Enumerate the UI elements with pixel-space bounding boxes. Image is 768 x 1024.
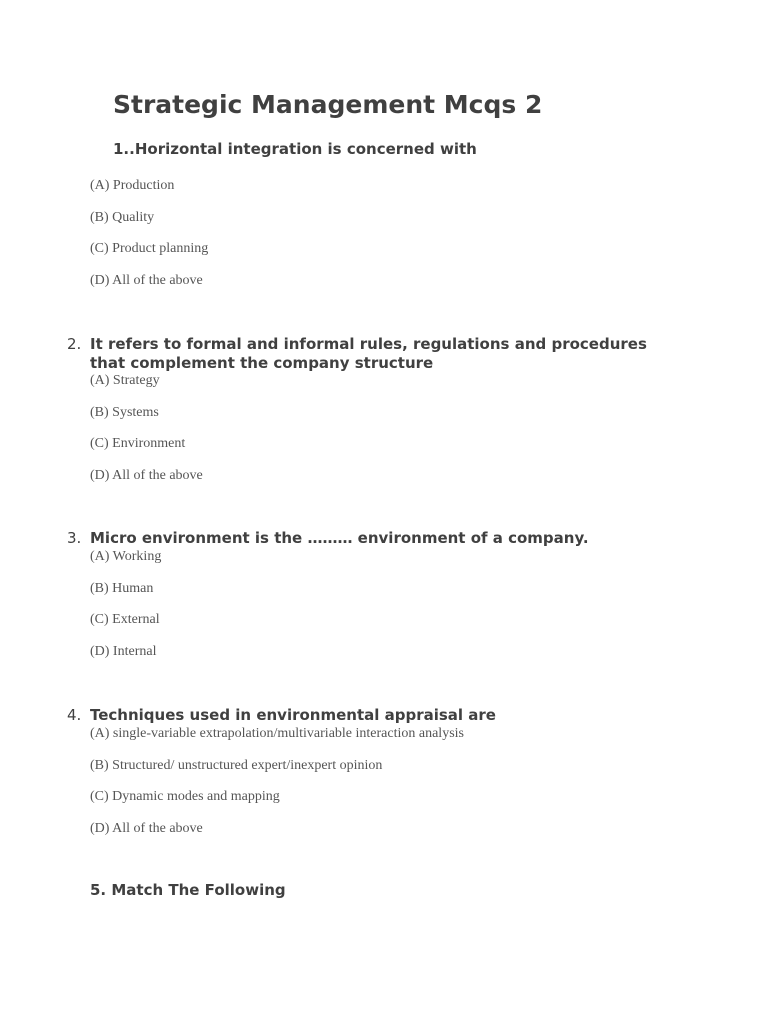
option-b: (B) Human [90, 580, 154, 596]
option-b: (B) Systems [90, 404, 159, 420]
option-b: (B) Quality [90, 209, 155, 225]
question-5-heading: 5. Match The Following [90, 881, 286, 899]
question-text: It refers to formal and informal rules, regulations and procedures that complement the company structure [90, 335, 647, 372]
question-3-options [90, 548, 161, 675]
option-a: (A) Strategy [90, 373, 160, 388]
question-text: Techniques used in environmental appraisal are [90, 706, 496, 724]
question-2-options [90, 372, 203, 499]
option-c: (C) Environment [90, 436, 186, 452]
option-c: (C) External [90, 612, 160, 628]
question-2 [67, 335, 687, 373]
option-b: (B) Structured/ unstructured expert/inexpert opinion [90, 757, 383, 773]
option-c: (C) Dynamic modes and mapping [90, 789, 280, 805]
option-d: (D) All of the above [90, 273, 203, 289]
question-1-text: 1..Horizontal integration is concerned with [113, 140, 477, 158]
option-d: (D) All of the above [90, 821, 203, 837]
question-number: 4. [67, 706, 82, 724]
question-3 [67, 529, 687, 548]
option-c: (C) Product planning [90, 241, 209, 257]
option-a: (A) Production [90, 178, 175, 193]
option-a: (A) single-variable extrapolation/multivariable interaction analysis [90, 726, 464, 741]
question-4-options [90, 725, 464, 852]
option-a: (A) Working [90, 549, 162, 564]
question-text: Micro environment is the ……… environment of a company. [90, 529, 589, 547]
question-number: 3. [67, 529, 82, 547]
option-d: (D) Internal [90, 644, 157, 660]
question-4 [67, 706, 687, 725]
question-1-options [90, 177, 208, 304]
question-number: 2. [67, 335, 82, 353]
page-title: Strategic Management Mcqs 2 [113, 90, 543, 119]
option-d: (D) All of the above [90, 468, 203, 484]
